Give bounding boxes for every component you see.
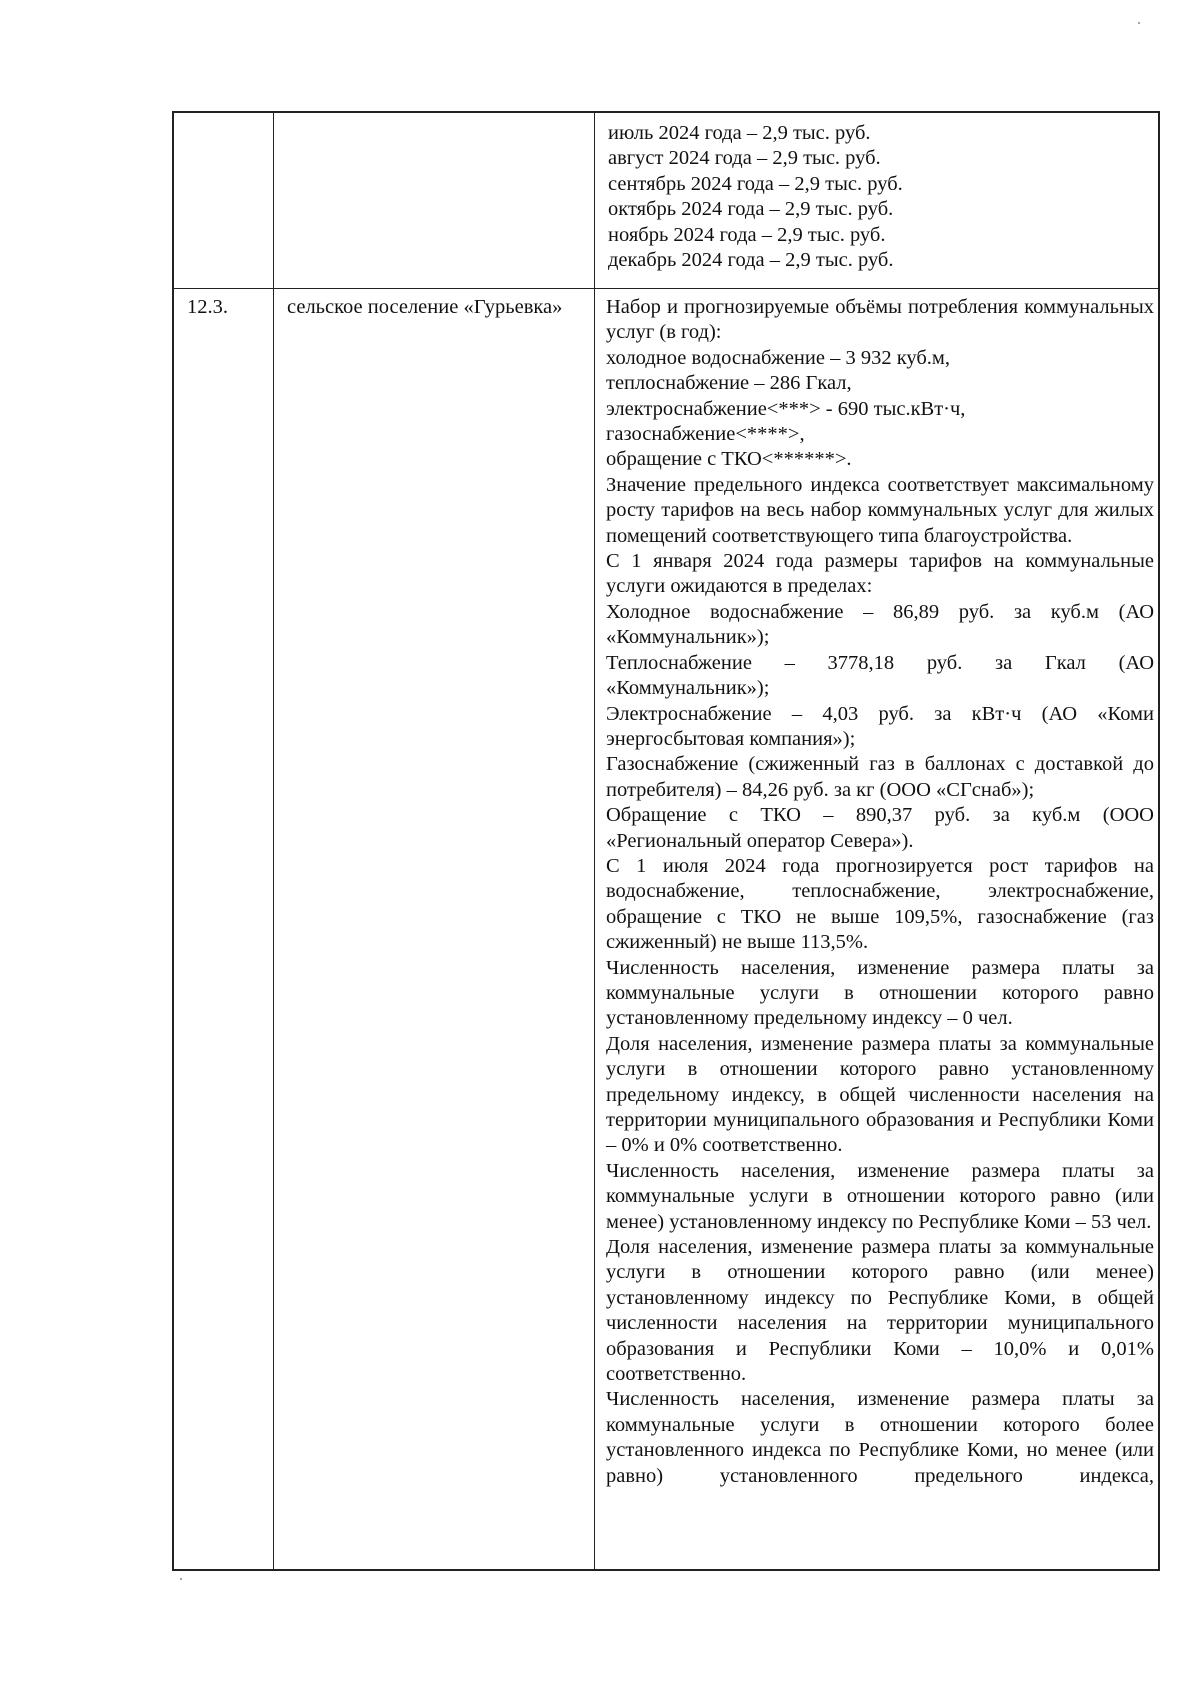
tariff-table (172, 111, 1160, 1571)
content-paragraph: Численность населения, изменение размера платы за коммунальные услуги в отношении которого равно установленному предельному индексу – 0 чел. (606, 956, 1154, 1030)
monthly-amount-line: август 2024 года – 2,9 тыс. руб. (608, 147, 881, 170)
monthly-amount-line: сентябрь 2024 года – 2,9 тыс. руб. (608, 172, 903, 195)
content-paragraph: Численность населения, изменение размера платы за коммунальные услуги в отношении которого более установленного индекса по Республике Коми, но менее (или равно) установленного предельного индекса, (606, 1388, 1154, 1487)
content-paragraph: Доля населения, изменение размера платы за коммунальные услуги в отношении которого равно установленному предельному индексу, в общей численности населения на территории муниципального образования и Республики Коми – 0% и 0% соответственно. (606, 1032, 1154, 1157)
row-number: 12.3. (187, 296, 228, 318)
content-paragraph: Значение предельного индекса соответствует максимальному росту тарифов на весь набор коммунальных услуг для жилых помещений соответствующего типа благоустройства. (606, 473, 1154, 547)
content-paragraph: Обращение с ТКО – 890,37 руб. за куб.м (ООО «Региональный оператор Севера»). (606, 804, 1154, 852)
column-divider-name (594, 113, 595, 1569)
column-divider-number (273, 113, 274, 1569)
content-paragraph: С 1 января 2024 года размеры тарифов на коммунальные услуги ожидаются в пределах: (606, 550, 1154, 598)
content-paragraph: Электроснабжение – 4,03 руб. за кВт·ч (АО «Коми энергосбытовая компания»); (606, 702, 1154, 750)
content-paragraph: Холодное водоснабжение – 86,89 руб. за куб.м (АО «Коммунальник»); (606, 600, 1154, 649)
content-paragraph: Численность населения, изменение размера платы за коммунальные услуги в отношении которого равно (или менее) установленному индексу по Республике Коми – 53 чел. (606, 1159, 1154, 1233)
monthly-amount-line: октябрь 2024 года – 2,9 тыс. руб. (608, 198, 894, 221)
content-paragraph: обращение с ТКО<******>. (606, 448, 852, 471)
content-paragraph: газоснабжение<****>, (606, 423, 805, 446)
row-divider (174, 288, 1158, 289)
content-paragraph: электроснабжение<***> - 690 тыс.кВт·ч, (606, 397, 966, 420)
continued-cell-lines (608, 121, 1148, 273)
scan-speck (1138, 22, 1140, 24)
content-paragraph: холодное водоснабжение – 3 932 куб.м, (606, 346, 951, 369)
content-paragraph: теплоснабжение – 286 Гкал, (606, 372, 852, 395)
content-paragraph: Набор и прогнозируемые объёмы потребления коммунальных услуг (в год): (606, 296, 1154, 344)
content-paragraph: Доля населения, изменение размера платы за коммунальные услуги в отношении которого равно (или менее) установленному индексу по Республике Коми, в общей численности населения на территории муниципального образования и Республики Коми – 10,0% и 0,01% соответственно. (606, 1236, 1154, 1386)
row-content (606, 295, 1154, 1489)
monthly-amount-line: декабрь 2024 года – 2,9 тыс. руб. (608, 249, 894, 272)
scan-speck (180, 1578, 182, 1580)
content-paragraph: Теплоснабжение – 3778,18 руб. за Гкал (АО «Коммунальник»); (606, 651, 1154, 700)
settlement-name: сельское поселение «Гурьевка» (287, 296, 563, 318)
content-paragraph: Газоснабжение (сжиженный газ в баллонах с доставкой до потребителя) – 84,26 руб. за кг (ООО «СГснаб»); (606, 753, 1154, 801)
monthly-amount-line: ноябрь 2024 года – 2,9 тыс. руб. (608, 223, 886, 246)
monthly-amount-line: июль 2024 года – 2,9 тыс. руб. (608, 122, 871, 144)
content-paragraph: С 1 июля 2024 года прогнозируется рост тарифов на водоснабжение, теплоснабжение, электроснабжение, обращение с ТКО не выше 109,5%, газоснабжение (газ сжиженный) не выше 113,5%. (606, 854, 1154, 954)
